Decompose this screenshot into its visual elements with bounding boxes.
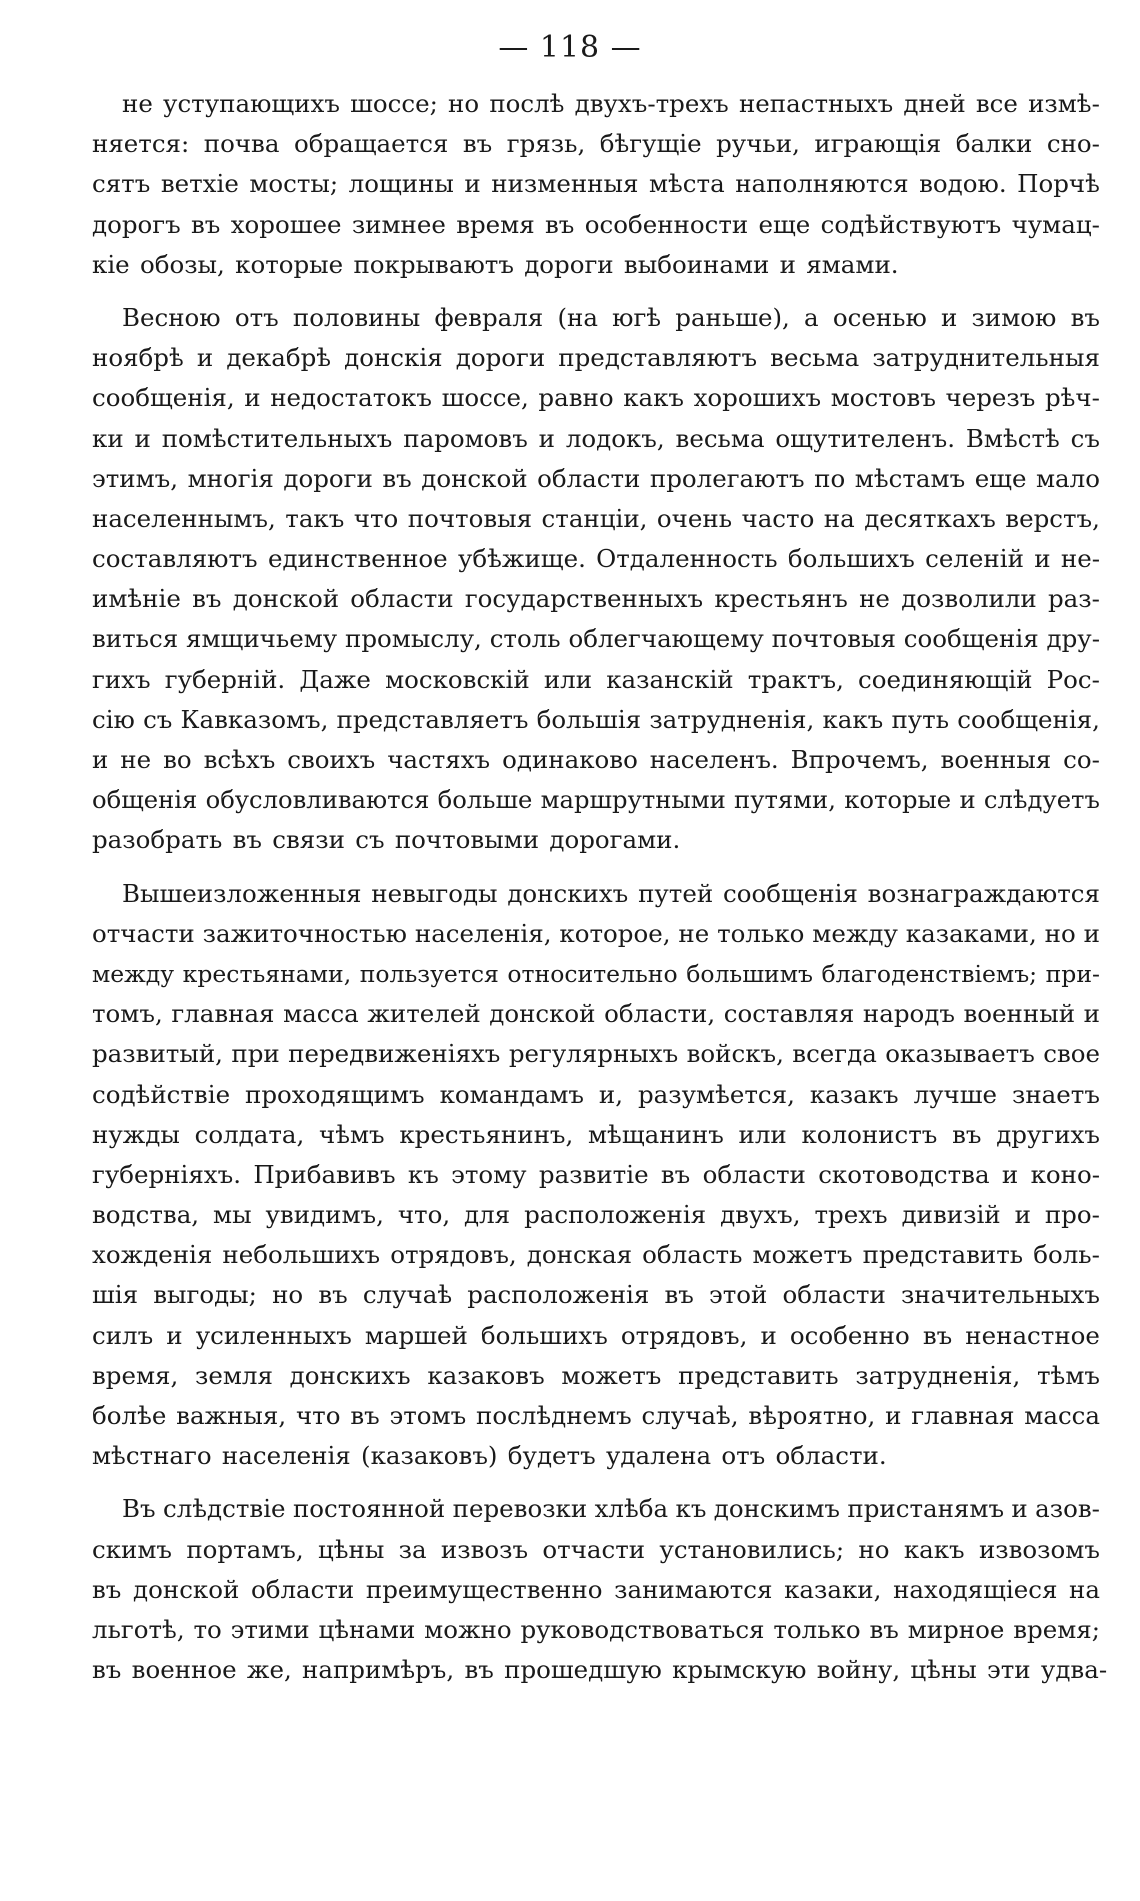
- paragraph-gap: [92, 285, 1100, 298]
- text-line: населеннымъ, такъ что почтовыя станціи, очень часто на десяткахъ верстъ,: [92, 503, 1100, 533]
- text-line: сятъ ветхіе мосты; лощины и низменныя мѣста наполняются водою. Порчѣ: [92, 169, 1100, 199]
- text-line: Вышеизложенныя невыгоды донскихъ путей сообщенія вознаграждаются: [122, 878, 1100, 908]
- text-line: виться ямщичьему промыслу, столь облегчающему почтовыя сообщенія дру-: [92, 624, 1100, 654]
- text-line: няется: почва обращается въ грязь, бѣгущіе ручьи, играющія балки сно-: [92, 129, 1100, 159]
- text-line: въ донской области преимущественно занимаются казаки, находящіеся на: [92, 1574, 1100, 1604]
- text-line: въ военное же, напримѣръ, въ прошедшую крымскую войну, цѣны эти удва-: [92, 1655, 1108, 1685]
- text-line: дорогъ въ хорошее зимнее время въ особенности еще содѣйствуютъ чумац-: [92, 209, 1100, 239]
- paragraph-gap: [92, 861, 1100, 874]
- text-line: губерніяхъ. Прибавивъ къ этому развитіе въ области скотоводства и коно-: [92, 1159, 1100, 1189]
- page-number: — 118 —: [498, 30, 642, 65]
- paragraph-gap: [92, 1476, 1100, 1489]
- text-line: время, земля донскихъ казаковъ можетъ представить затрудненія, тѣмъ: [92, 1360, 1100, 1390]
- text-line: ки и помѣстительныхъ паромовъ и лодокъ, весьма ощутителенъ. Вмѣстѣ съ: [92, 423, 1100, 453]
- text-line: хожденія небольшихъ отрядовъ, донская область можетъ представить боль-: [92, 1240, 1100, 1270]
- text-line: кіе обозы, которые покрываютъ дороги выбоинами и ямами.: [92, 249, 899, 279]
- text-line: между крестьянами, пользуется относительно большимъ благоденствіемъ; при-: [92, 959, 1100, 988]
- text-line: этимъ, многія дороги въ донской области пролегаютъ по мѣстамъ еще мало: [92, 463, 1100, 493]
- text-line: ноябрѣ и декабрѣ донскія дороги представляютъ весьма затруднительныя: [92, 343, 1100, 373]
- text-line: скимъ портамъ, цѣны за извозъ отчасти установились; но какъ извозомъ: [92, 1534, 1100, 1564]
- text-line: нужды солдата, чѣмъ крестьянинъ, мѣщанинъ или колонистъ въ другихъ: [92, 1119, 1100, 1149]
- paragraph: [92, 1489, 1108, 1690]
- text-line: содѣйствіе проходящимъ командамъ и, разумѣется, казакъ лучше знаетъ: [92, 1079, 1100, 1109]
- text-line: имѣніе въ донской области государственныхъ крестьянъ не дозволили раз-: [92, 584, 1100, 614]
- text-line: развитый, при передвиженіяхъ регулярныхъ войскъ, всегда оказываетъ свое: [92, 1039, 1100, 1069]
- text-line: отчасти зажиточностью населенія, которое, не только между казаками, но и: [92, 918, 1100, 948]
- text-line: сообщенія, и недостатокъ шоссе, равно какъ хорошихъ мостовъ черезъ рѣч-: [92, 383, 1100, 413]
- text-line: и не во всѣхъ своихъ частяхъ одинаково населенъ. Впрочемъ, военныя со-: [92, 745, 1100, 774]
- text-line: общенія обусловливаются больше маршрутными путями, которые и слѣдуетъ: [92, 785, 1100, 815]
- text-line: льготѣ, то этими цѣнами можно руководствоваться только въ мирное время;: [92, 1614, 1100, 1644]
- text-line: составляютъ единственное убѣжище. Отдаленность большихъ селеній и не-: [92, 544, 1100, 574]
- text-line: гихъ губерній. Даже московскій или казанскій трактъ, соединяющій Рос-: [92, 664, 1100, 694]
- paragraph: [92, 874, 1100, 1477]
- text-line: томъ, главная масса жителей донской области, составляя народъ военный и: [92, 999, 1100, 1029]
- paragraph: [92, 84, 1100, 285]
- body-text: [92, 84, 1108, 1690]
- text-line: Въ слѣдствіе постоянной перевозки хлѣба къ донскимъ пристанямъ и азов-: [122, 1494, 1100, 1524]
- text-line: Весною отъ половины февраля (на югѣ раньше), а осенью и зимою въ: [122, 302, 1100, 332]
- text-line: мѣстнаго населенія (казаковъ) будетъ удалена отъ области.: [92, 1441, 887, 1471]
- text-line: разобрать въ связи съ почтовыми дорогами.: [92, 825, 681, 855]
- text-line: шія выгоды; но въ случаѣ расположенія въ этой области значительныхъ: [92, 1280, 1100, 1310]
- text-line: болѣе важныя, что въ этомъ послѣднемъ случаѣ, вѣроятно, и главная масса: [92, 1401, 1100, 1430]
- text-line: водства, мы увидимъ, что, для расположенія двухъ, трехъ дивизій и про-: [92, 1200, 1100, 1230]
- text-line: не уступающихъ шоссе; но послѣ двухъ-трехъ непастныхъ дней все измѣ-: [122, 89, 1100, 118]
- paragraph: [92, 298, 1100, 861]
- text-line: силъ и усиленныхъ маршей большихъ отрядовъ, и особенно въ ненастное: [92, 1320, 1100, 1350]
- text-line: сію съ Кавказомъ, представляетъ большія затрудненія, какъ путь сообщенія,: [92, 704, 1100, 734]
